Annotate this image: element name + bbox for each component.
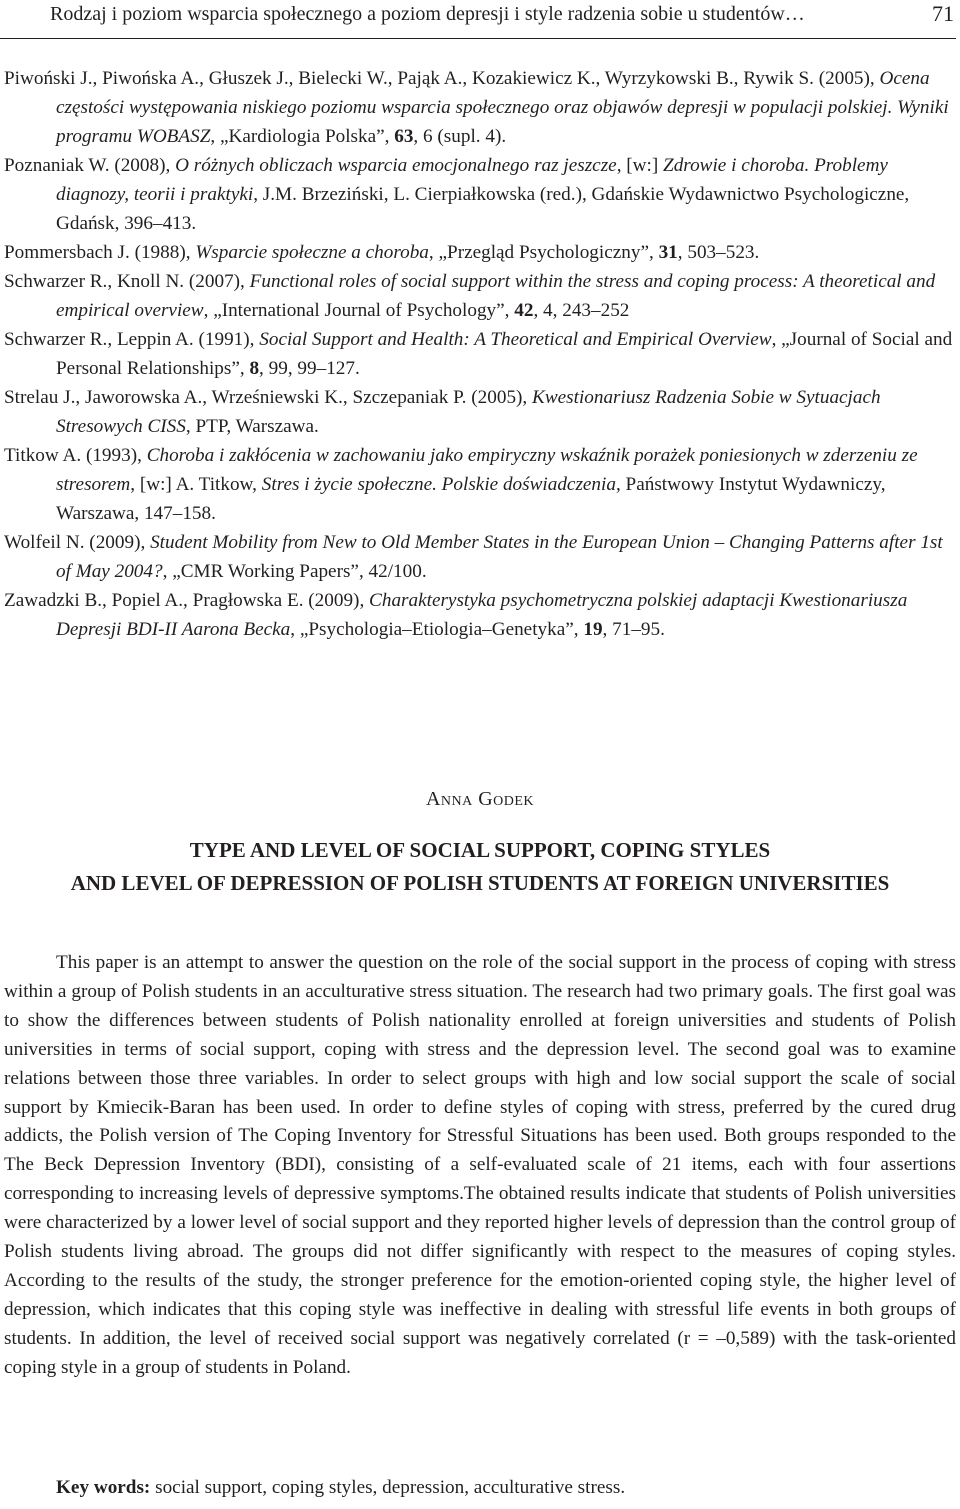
reference-text: Choroba i zakłócenia w zachowaniu jako empiryczny wskaźnik porażek poniesionych w zderzeniu ze stresorem [56, 445, 918, 495]
reference-text: Wsparcie społeczne a choroba [195, 242, 429, 263]
reference-entry [4, 64, 956, 151]
reference-entry [4, 528, 956, 586]
reference-text: , Państwowy Instytut Wydawniczy, Warszawa, 147–158. [56, 474, 886, 524]
reference-text: Strelau J., Jaworowska A., Wrześniewski K., Szczepaniak P. (2005), [4, 387, 533, 408]
reference-text: , „CMR Working Papers”, 42/100. [162, 561, 427, 582]
article-title-line-1: TYPE AND LEVEL OF SOCIAL SUPPORT, COPING STYLES [189, 838, 771, 862]
reference-text: , [w:] A. Titkow, [130, 474, 262, 495]
reference-entry [4, 325, 956, 383]
reference-text: Ocena częstości występowania niskiego poziomu wsparcia społecznego oraz objawów depresji w populacji polskiej. Wyniki programu WOBASZ [56, 68, 949, 147]
running-head-title: Rodzaj i poziom wsparcia społecznego a poziom depresji i style radzenia sobie u studentów… [50, 3, 805, 25]
reference-text: Kwestionariusz Radzenia Sobie w Sytuacjach Stresowych CISS [56, 387, 881, 437]
reference-text: 8 [249, 358, 260, 379]
reference-entry [4, 151, 956, 238]
reference-entry [4, 441, 956, 528]
reference-text: , 71–95. [602, 619, 665, 640]
page-number: 71 [932, 1, 954, 26]
article-author: Anna Godek [425, 788, 535, 810]
reference-text: , „Kardiologia Polska”, [210, 126, 395, 147]
reference-text: , „Psychologia–Etiologia–Genetyka”, [290, 619, 584, 640]
reference-text: Functional roles of social support within the stress and coping process: A theoretical and empirical overview [56, 271, 936, 321]
reference-text: 19 [583, 619, 603, 640]
reference-text: 42 [514, 300, 534, 321]
reference-text: , [w:] [616, 155, 664, 176]
reference-text: Wolfeil N. (2009), [4, 532, 151, 553]
reference-list [4, 64, 956, 644]
keywords [56, 1477, 625, 1499]
reference-text: , „Journal of Social and Personal Relationships”, [56, 329, 953, 379]
keywords-label: Key words: [56, 1477, 151, 1498]
reference-text: Student Mobility from New to Old Member States in the European Union – Changing Patterns after 1st of May 2004? [56, 532, 943, 582]
reference-text: Social Support and Health: A Theoretical and Empirical Overview [259, 329, 772, 350]
reference-text: Schwarzer R., Knoll N. (2007), [4, 271, 250, 292]
reference-text: , 4, 243–252 [533, 300, 630, 321]
reference-text: Zdrowie i choroba. Problemy diagnozy, teorii i praktyki [56, 155, 888, 205]
reference-text: Piwoński J., Piwońska A., Głuszek J., Bielecki W., Pająk A., Kozakiewicz K., Wyrzykowski B., Rywik S. (2005), [4, 68, 880, 89]
reference-text: 63 [394, 126, 414, 147]
running-head [0, 0, 956, 39]
reference-text: , J.M. Brzeziński, L. Cierpiałkowska (red.), Gdańskie Wydawnictwo Psychologiczne, Gdańsk, 396–413. [56, 184, 910, 234]
reference-text: , „International Journal of Psychology”, [203, 300, 515, 321]
reference-entry [4, 238, 956, 267]
article-title-line-2: AND LEVEL OF DEPRESSION OF POLISH STUDENTS AT FOREIGN UNIVERSITIES [70, 871, 890, 895]
reference-text: , 6 (supl. 4). [413, 126, 507, 147]
reference-text: , „Przegląd Psychologiczny”, [428, 242, 659, 263]
keywords-text: social support, coping styles, depression, acculturative stress. [155, 1477, 626, 1498]
reference-text: , PTP, Warszawa. [185, 416, 319, 437]
reference-text: Charakterystyka psychometryczna polskiej adaptacji Kwestionariusza Depresji BDI-II Aarona Becka [56, 590, 908, 640]
reference-text: Poznaniak W. (2008), [4, 155, 176, 176]
reference-text: O różnych obliczach wsparcia emocjonalnego raz jeszcze [175, 155, 617, 176]
abstract: This paper is an attempt to answer the question on the role of the social support in the process of coping with stress within a group of Polish students in an acculturative stress situation. The research had two primary goals. The first goal was to show the differences between students of Polish nationality enrolled at foreign universities and students of Polish universities in terms of social support, coping with stress and the depression level. The second goal was to examine relations between those three variables. In order to select groups with high and low social support the scale of social support by Kmiecik-Baran has been used. In order to define styles of coping with stress, preferred by the cured drug addicts, the Polish version of The Coping Inventory for Stressful Situations has been used. Both groups responded to the The Beck Depression Inventory (BDI), consisting of a self-evaluated scale of 21 items, each with four assertions corresponding to increasing levels of depressive symptoms.The obtained results indicate that students of Polish universities were characterized by a lower level of social support and they reported higher levels of depression than the control group of Polish students living abroad. The groups did not differ significantly with respect to the measures of coping styles. According to the results of the study, the stronger preference for the emotion-oriented coping style, the higher level of depression, which indicates that this coping style was ineffective in dealing with stressful life events in both groups of students. In addition, the level of received social support was negatively correlated (r = –0,589) with the task-oriented coping style in a group of students in Poland. [4, 952, 956, 1378]
reference-text: Zawadzki B., Popiel A., Pragłowska E. (2009), [4, 590, 370, 611]
reference-text: Stres i życie społeczne. Polskie doświadczenia [261, 474, 616, 495]
reference-text: 31 [658, 242, 678, 263]
reference-entry [4, 267, 956, 325]
reference-text: , 503–523. [677, 242, 760, 263]
reference-text: Titkow A. (1993), [4, 445, 147, 466]
reference-text: Schwarzer R., Leppin A. (1991), [4, 329, 260, 350]
reference-text: , 99, 99–127. [259, 358, 360, 379]
reference-entry [4, 383, 956, 441]
reference-entry [4, 586, 956, 644]
reference-text: Pommersbach J. (1988), [4, 242, 196, 263]
article-title [0, 834, 960, 900]
